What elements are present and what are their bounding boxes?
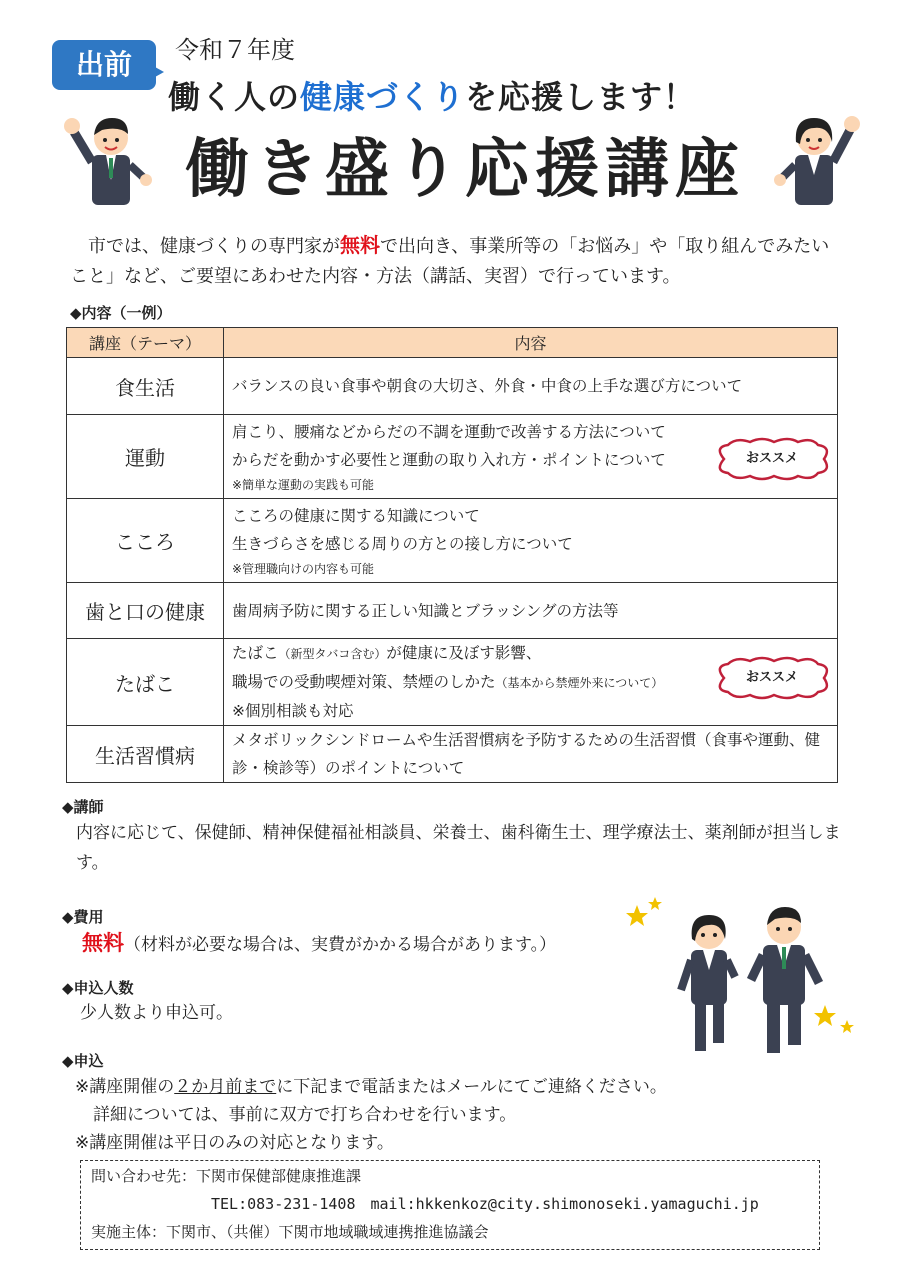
theme-cell: たばこ bbox=[67, 639, 224, 726]
participants-heading: ◆申込人数 bbox=[62, 979, 134, 997]
contact-box bbox=[80, 1160, 820, 1250]
content-cell: メタボリックシンドロームや生活習慣病を予防するための生活習慣（食事や運動、健診・検診等）のポイントについて bbox=[224, 726, 838, 783]
tel-mail-text: TEL:083-231-1408 mail:hkkenkoz@city.shimonoseki.yamaguchi.jp bbox=[211, 1195, 759, 1213]
apply-heading: ◆申込 bbox=[62, 1052, 104, 1070]
cheering-woman-illustration bbox=[770, 100, 865, 210]
content-cell: 歯周病予防に関する正しい知識とブラッシングの方法等 bbox=[224, 583, 838, 639]
participants-text: 少人数より申込可。 bbox=[80, 1003, 233, 1023]
theme-cell: 運動 bbox=[67, 415, 224, 499]
demae-badge: 出前 bbox=[52, 40, 156, 90]
recommend-bubble-exercise: おススメ bbox=[710, 437, 834, 481]
subtitle: 働く人の健康づくりを応援します！ bbox=[168, 78, 697, 116]
header-theme: 講座（テーマ） bbox=[67, 328, 224, 358]
content-cell bbox=[224, 499, 838, 583]
cheering-man-illustration bbox=[62, 100, 157, 210]
table-row bbox=[67, 726, 838, 783]
theme-cell: 歯と口の健康 bbox=[67, 583, 224, 639]
content-line: 生きづらさを感じる周りの方との接し方について bbox=[232, 534, 573, 553]
header-content: 内容 bbox=[224, 328, 838, 358]
badge-tail bbox=[146, 62, 164, 82]
table-row bbox=[67, 583, 838, 639]
lecturer-text: 内容に応じて、保健師、精神保健福祉相談員、栄養士、歯科衛生士、理学療法士、薬剤師が担当します。 bbox=[76, 823, 841, 873]
fee-heading: ◆費用 bbox=[62, 908, 104, 926]
organizer-text: 実施主体：下関市、（共催）下関市地域職域連携推進協議会 bbox=[91, 1223, 489, 1241]
fiscal-year: 令和７年度 bbox=[175, 36, 295, 64]
table-row bbox=[67, 358, 838, 415]
content-line: 肩こり、腰痛などからだの不調を運動で改善する方法について bbox=[232, 422, 666, 441]
content-line: 職場での受動喫煙対策、禁煙のしかた（基本から禁煙外来について） bbox=[232, 673, 664, 691]
recommend-bubble-tobacco: おススメ bbox=[710, 656, 834, 700]
content-note: ※簡単な運動の実践も可能 bbox=[232, 477, 375, 492]
table-header-row bbox=[67, 328, 838, 358]
content-heading: ◆内容（一例） bbox=[70, 304, 172, 322]
theme-cell: 食生活 bbox=[67, 358, 224, 415]
content-line: こころの健康に関する知識について bbox=[232, 506, 480, 525]
apply-line-1: ※講座開催の２か月前までに下記まで電話またはメールにてご連絡ください。 bbox=[75, 1077, 667, 1097]
content-note: ※管理職向けの内容も可能 bbox=[232, 561, 375, 576]
table-row bbox=[67, 499, 838, 583]
fee-text: 無料（材料が必要な場合は、実費がかかる場合があります。） bbox=[82, 931, 557, 955]
apply-line-3: ※講座開催は平日のみの対応となります。 bbox=[75, 1133, 394, 1153]
course-table bbox=[66, 327, 838, 783]
content-line: からだを動かす必要性と運動の取り入れ方・ポイントについて bbox=[232, 450, 666, 469]
theme-cell: こころ bbox=[67, 499, 224, 583]
content-cell: バランスの良い食事や朝食の大切さ、外食・中食の上手な選び方について bbox=[224, 358, 838, 415]
content-line: たばこ（新型タバコ含む）が健康に及ぼす影響、 bbox=[232, 644, 542, 662]
theme-cell: 生活習慣病 bbox=[67, 726, 224, 783]
content-line: ※個別相談も対応 bbox=[232, 702, 354, 720]
lecturer-heading: ◆講師 bbox=[62, 798, 104, 816]
running-workers-illustration bbox=[625, 895, 865, 1060]
inquiry-text: 問い合わせ先：下関市保健部健康推進課 bbox=[91, 1167, 362, 1185]
page-title: 働き盛り応援講座 bbox=[185, 133, 745, 207]
intro-paragraph: 市では、健康づくりの専門家が無料で出向き、事業所等の「お悩み」や「取り組んでみたいこと」など、ご要望にあわせた内容・方法（講話、実習）で行っています。 bbox=[70, 233, 830, 287]
apply-line-2: 詳細については、事前に双方で打ち合わせを行います。 bbox=[93, 1105, 517, 1125]
